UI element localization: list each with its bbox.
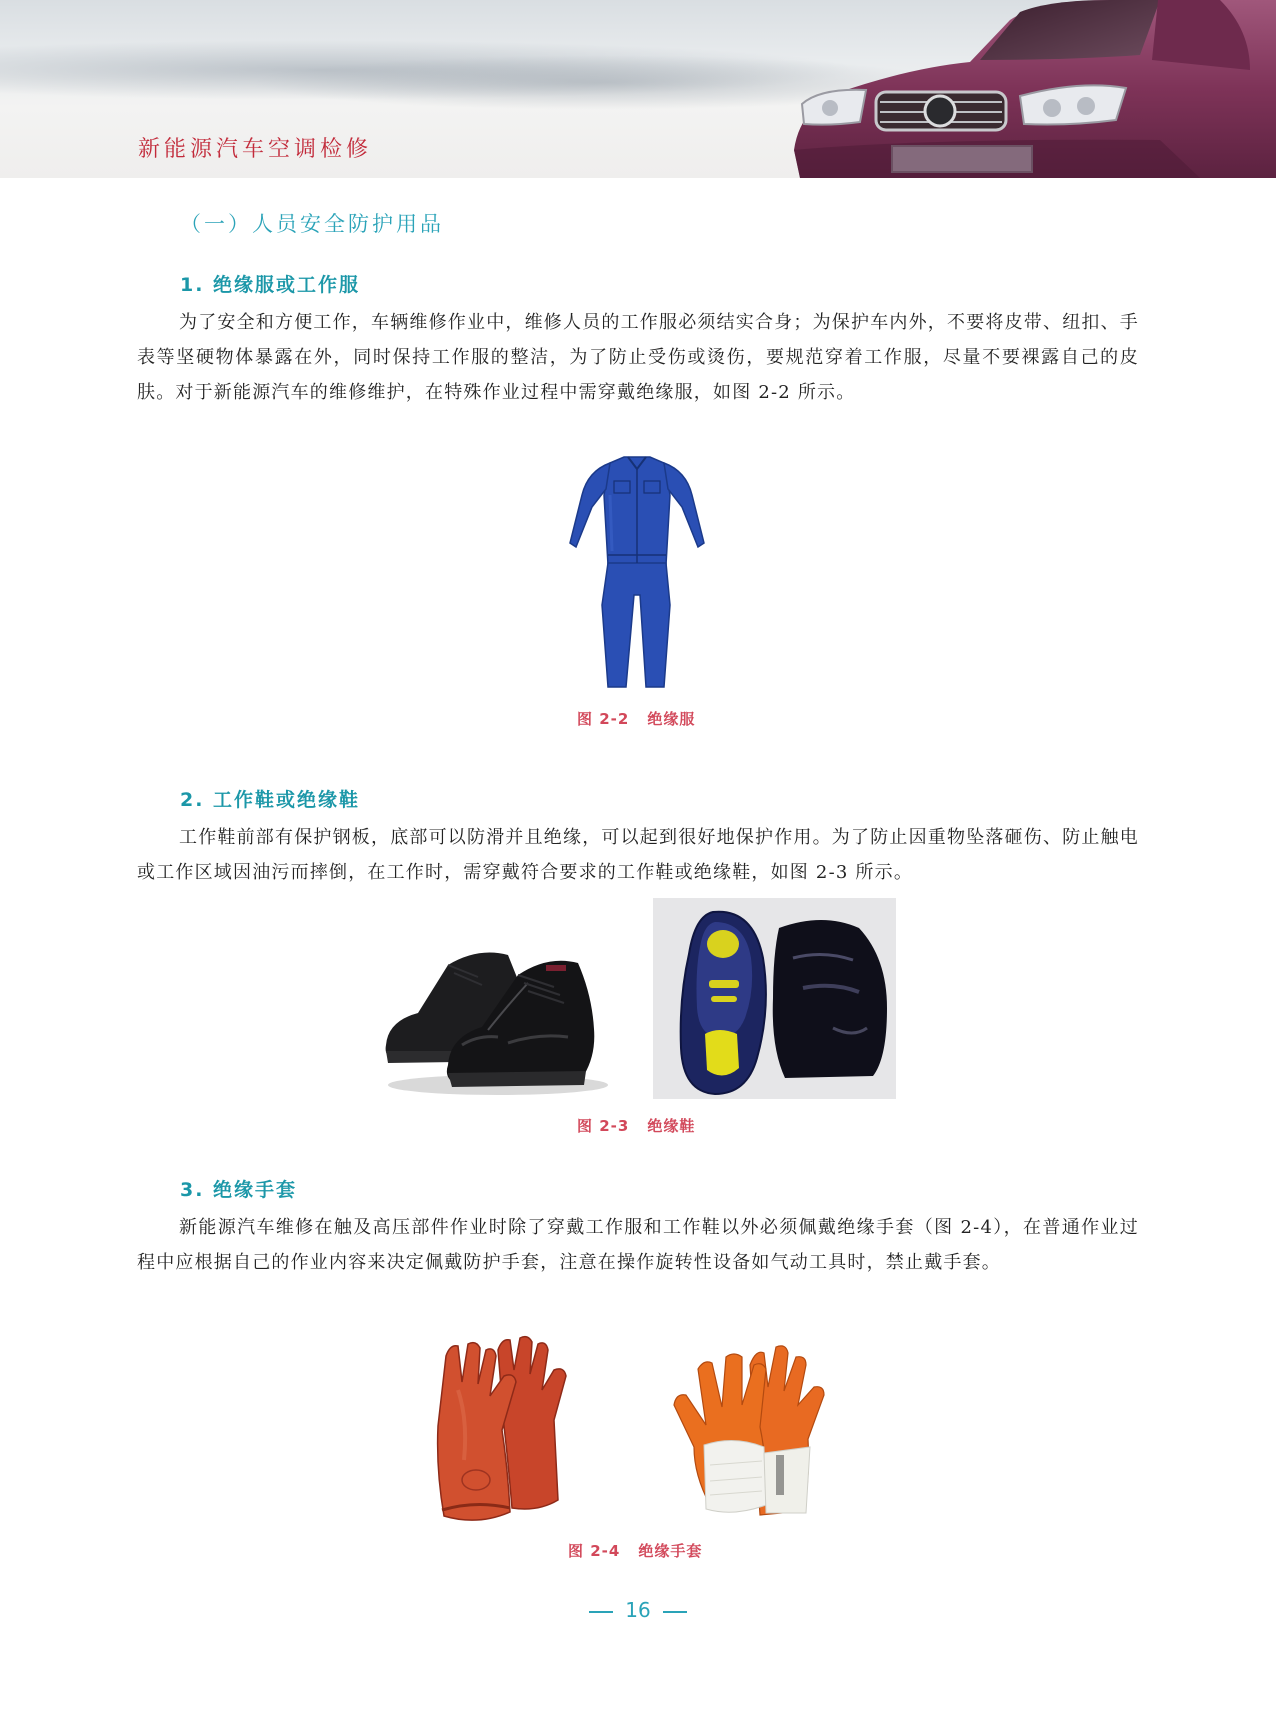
figure-caption-text: 绝缘服 [647, 710, 696, 728]
section-title: （一）人员安全防护用品 [180, 212, 444, 236]
paragraph-insulated-gloves: 新能源汽车维修在触及高压部件作业时除了穿戴工作服和工作鞋以外必须佩戴绝缘手套（图 2-4），在普通作业过程中应根据自己的作业内容来决定佩戴防护手套，注意在操作旋转性设备如气动工具时，禁止戴手套。 [137, 1217, 1139, 1273]
page-number-dash [589, 1611, 613, 1613]
figure-label: 图 2-3 [577, 1117, 630, 1135]
subheading-work-shoes: 2. 工作鞋或绝缘鞋 [180, 789, 361, 811]
red-rubber-gloves-image [428, 1330, 588, 1525]
blue-coverall-image [566, 455, 708, 691]
insulated-shoe-sole-image [653, 898, 896, 1099]
figure-caption-text: 绝缘手套 [638, 1542, 703, 1560]
figure-label: 图 2-4 [568, 1542, 621, 1560]
figure-caption-2-4 [568, 1540, 702, 1561]
figure-label: 图 2-2 [577, 710, 630, 728]
paragraph-insulation-suit: 为了安全和方便工作，车辆维修作业中，维修人员的工作服必须结实合身；为保护车内外，不要将皮带、纽扣、手表等坚硬物体暴露在外，同时保持工作服的整洁，为了防止受伤或烫伤，要规范穿着工作服，尽量不要裸露自己的皮肤。对于新能源汽车的维修维护，在特殊作业过程中需穿戴绝缘服，如图 2-2 所示。 [137, 312, 1139, 403]
orange-work-gloves-image [664, 1335, 844, 1520]
page-number-dash [663, 1611, 687, 1613]
header-banner [0, 0, 1276, 178]
figure-caption-2-3 [577, 1115, 695, 1136]
black-safety-shoes-image [378, 925, 614, 1100]
figure-caption-2-2 [577, 708, 695, 729]
paragraph-work-shoes: 工作鞋前部有保护钢板，底部可以防滑并且绝缘，可以起到很好地保护作用。为了防止因重物坠落砸伤、防止触电或工作区域因油污而摔倒，在工作时，需穿戴符合要求的工作鞋或绝缘鞋，如图 2-3 所示。 [137, 827, 1139, 883]
car-photo [780, 0, 1276, 178]
page-number-value: 16 [625, 1598, 651, 1622]
page-number [0, 1598, 1276, 1622]
book-title: 新能源汽车空调检修 [138, 137, 373, 162]
subheading-insulated-gloves: 3. 绝缘手套 [180, 1179, 298, 1201]
figure-caption-text: 绝缘鞋 [647, 1117, 696, 1135]
subheading-insulation-suit: 1. 绝缘服或工作服 [180, 274, 361, 296]
